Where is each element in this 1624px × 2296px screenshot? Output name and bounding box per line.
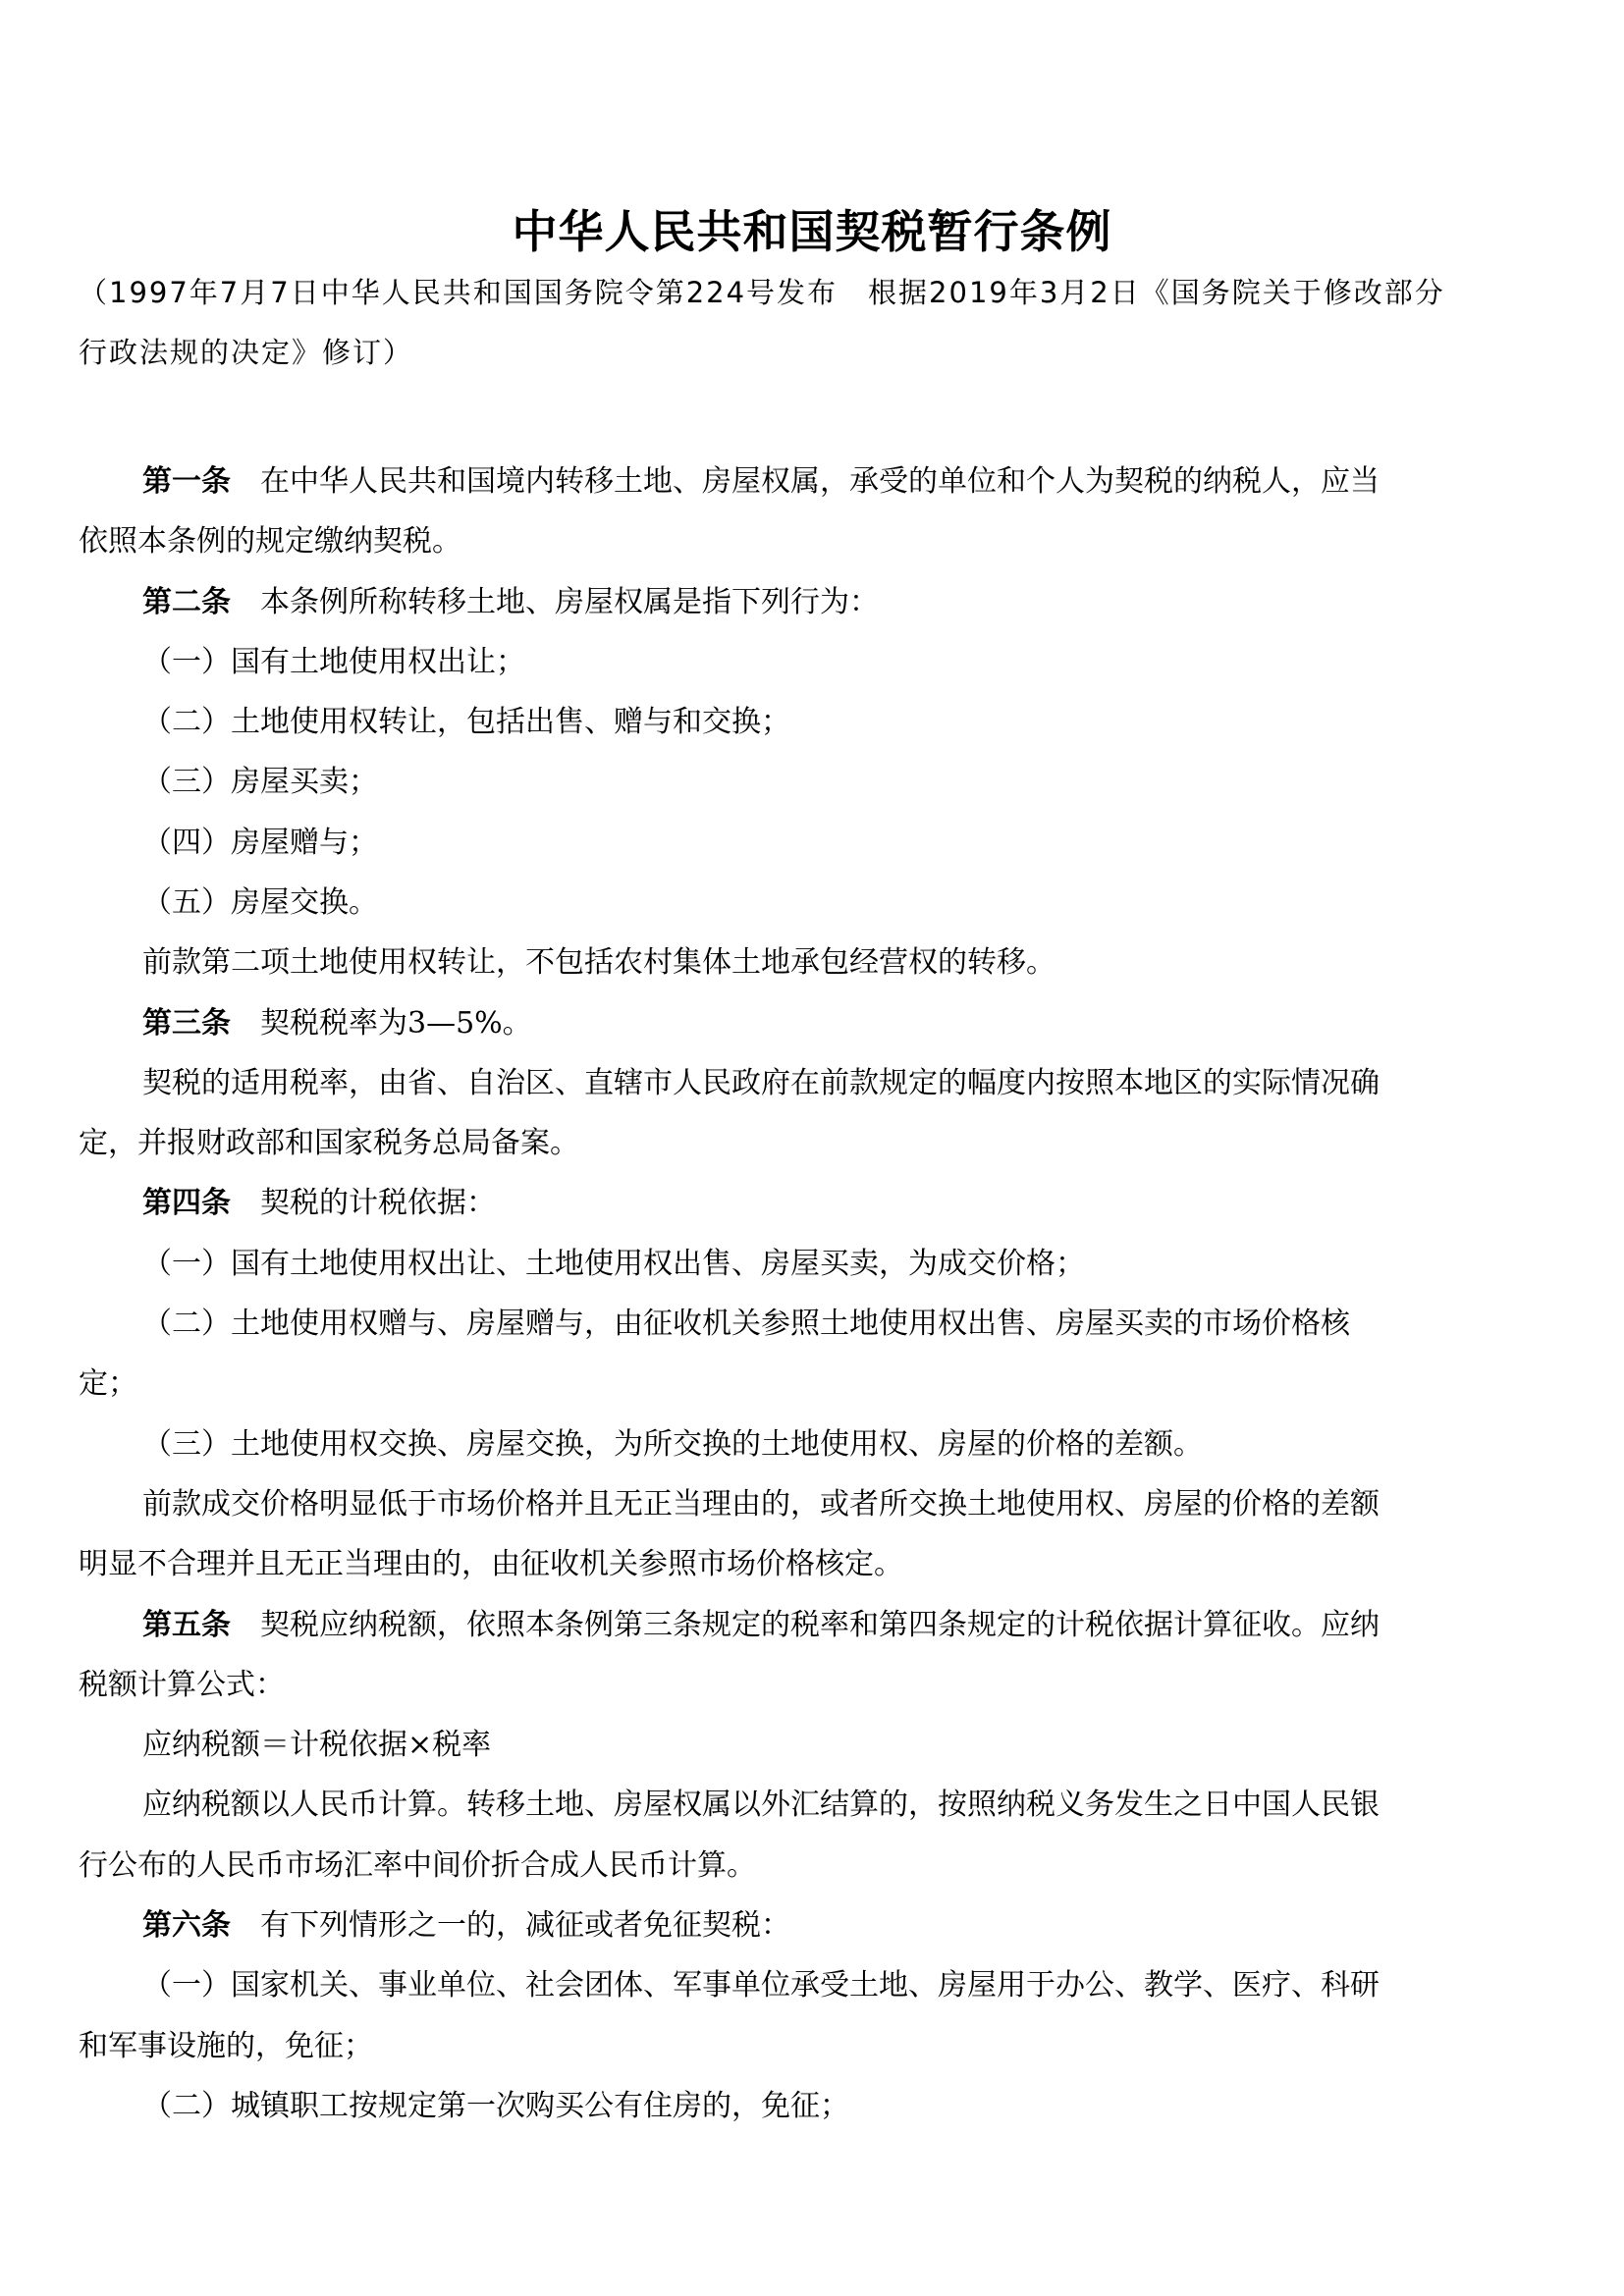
- page-title: 中华人民共和国契税暂行条例: [512, 205, 1112, 258]
- paragraph-line: [0, 943, 1624, 983]
- list-item-text: （二）土地使用权转让，包括出售、赠与和交换；: [142, 705, 790, 739]
- article-6-line-1: [0, 1906, 1624, 1946]
- paragraph-line: [0, 1064, 1624, 1103]
- article-text: 契税税率为3—5%。: [231, 1006, 532, 1041]
- article-heading: 第四条: [142, 1186, 231, 1220]
- formula-line: [0, 1726, 1624, 1765]
- paragraph-line: [0, 1124, 1624, 1163]
- article-heading: 第三条: [142, 1006, 231, 1041]
- article-text: 依照本条例的规定缴纳契税。: [79, 524, 461, 559]
- paragraph-text: 定，并报财政部和国家税务总局备案。: [79, 1126, 579, 1160]
- article-4-line-1: [0, 1184, 1624, 1223]
- article-2-line-1: [0, 583, 1624, 622]
- list-item-text: （三）房屋买卖；: [142, 765, 378, 799]
- list-item: [0, 1966, 1624, 2005]
- paragraph-line: [0, 1786, 1624, 1825]
- list-item: [0, 2087, 1624, 2126]
- paragraph-line: [0, 1545, 1624, 1584]
- paragraph-text: 行公布的人民币市场汇率中间价折合成人民币计算。: [79, 1848, 756, 1883]
- article-text: 契税应纳税额，依照本条例第三条规定的税率和第四条规定的计税依据计算征收。应纳: [231, 1608, 1380, 1642]
- list-item-continuation: [0, 1364, 1624, 1404]
- list-item: [0, 643, 1624, 682]
- paragraph-line: [0, 1666, 1624, 1705]
- article-text: 在中华人民共和国境内转移土地、房屋权属，承受的单位和个人为契税的纳税人，应当: [231, 464, 1380, 499]
- article-text: 有下列情形之一的，减征或者免征契税：: [231, 1908, 790, 1943]
- list-item-continuation: [0, 2027, 1624, 2066]
- list-item-text: （三）土地使用权交换、房屋交换，为所交换的土地使用权、房屋的价格的差额。: [142, 1427, 1203, 1462]
- article-text: 契税的计税依据：: [231, 1186, 496, 1220]
- paragraph-text: 契税的适用税率，由省、自治区、直辖市人民政府在前款规定的幅度内按照本地区的实际情况确: [142, 1066, 1380, 1100]
- article-1-line-2: [0, 522, 1624, 561]
- list-item-text: （一）国有土地使用权出让；: [142, 645, 525, 679]
- article-heading: 第二条: [142, 585, 231, 619]
- promulgation-note-line-2: 行政法规的决定》修订）: [79, 336, 414, 369]
- list-item: [0, 824, 1624, 863]
- article-3-line-1: [0, 1004, 1624, 1043]
- list-item: [0, 763, 1624, 802]
- article-text: 本条例所称转移土地、房屋权属是指下列行为：: [231, 585, 879, 619]
- formula-text: 应纳税额＝计税依据×税率: [142, 1728, 492, 1762]
- article-5-line-1: [0, 1606, 1624, 1645]
- list-item-text: （二）土地使用权赠与、房屋赠与，由征收机关参照土地使用权出售、房屋买卖的市场价格核: [142, 1307, 1350, 1341]
- list-item: [0, 1425, 1624, 1465]
- paragraph-text: 税额计算公式：: [79, 1668, 285, 1702]
- paragraph-text: 明显不合理并且无正当理由的，由征收机关参照市场价格核定。: [79, 1547, 903, 1581]
- list-item-text: （五）房屋交换。: [142, 885, 378, 920]
- list-item-text: （一）国家机关、事业单位、社会团体、军事单位承受土地、房屋用于办公、教学、医疗、科研: [142, 1968, 1380, 2002]
- article-heading: 第一条: [142, 464, 231, 499]
- paragraph-text: 前款第二项土地使用权转让，不包括农村集体土地承包经营权的转移。: [142, 945, 1056, 980]
- article-1-line-1: [0, 462, 1624, 502]
- list-item: [0, 883, 1624, 923]
- paragraph-line: [0, 1485, 1624, 1524]
- list-item-text: 定；: [79, 1366, 137, 1401]
- list-item-text: （一）国有土地使用权出让、土地使用权出售、房屋买卖，为成交价格；: [142, 1247, 1085, 1281]
- article-heading: 第五条: [142, 1608, 231, 1642]
- list-item: [0, 1305, 1624, 1344]
- promulgation-note-line-1: （1997年7月7日中华人民共和国国务院令第224号发布 根据2019年3月2日《国务院关于修改部分: [79, 276, 1445, 309]
- paragraph-line: [0, 1846, 1624, 1886]
- list-item-text: 和军事设施的，免征；: [79, 2029, 373, 2063]
- article-heading: 第六条: [142, 1908, 231, 1943]
- list-item: [0, 1245, 1624, 1284]
- list-item-text: （四）房屋赠与；: [142, 826, 378, 860]
- paragraph-text: 应纳税额以人民币计算。转移土地、房屋权属以外汇结算的，按照纳税义务发生之日中国人民银: [142, 1788, 1380, 1822]
- list-item-text: （二）城镇职工按规定第一次购买公有住房的，免征；: [142, 2089, 849, 2123]
- paragraph-text: 前款成交价格明显低于市场价格并且无正当理由的，或者所交换土地使用权、房屋的价格的差额: [142, 1487, 1380, 1522]
- list-item: [0, 703, 1624, 742]
